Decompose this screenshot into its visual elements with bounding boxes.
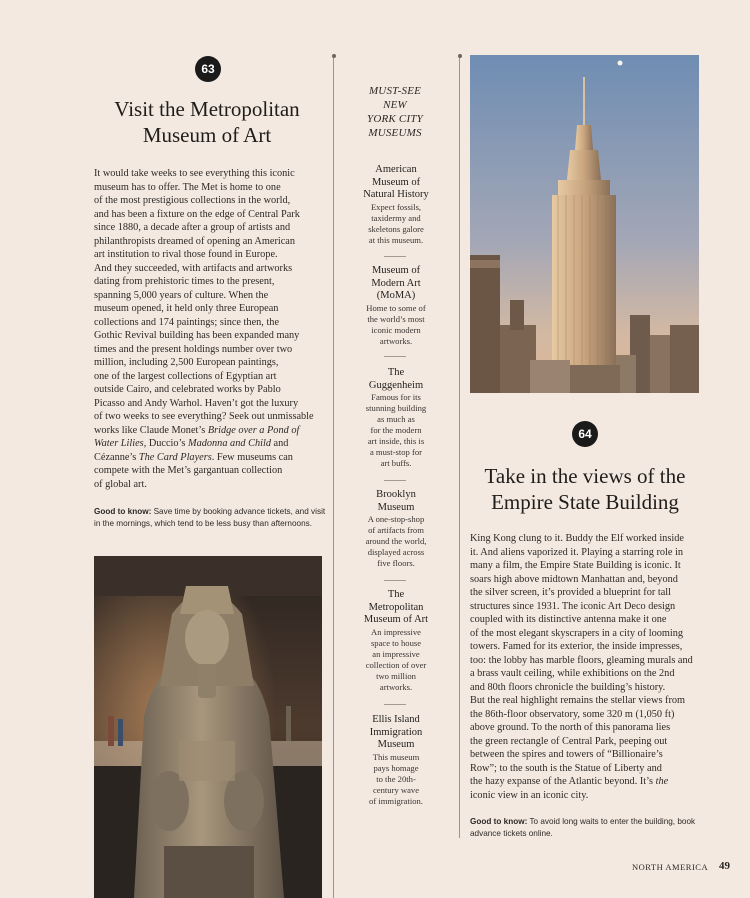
page-title-empire-state xyxy=(470,463,700,515)
museum-description: Expect fossils, taxidermy and skeletons galore at this museum. xyxy=(368,201,424,245)
sidebar-museum-item xyxy=(358,265,434,347)
sidebar-museum-item xyxy=(358,714,434,807)
museum-name: Ellis Island Immigration Museum xyxy=(369,714,423,750)
museum-name: Brooklyn Museum xyxy=(376,489,416,513)
page-title-met xyxy=(92,96,322,148)
column-divider-left xyxy=(333,56,334,898)
empire-state-good-to-know: Good to know: To avoid long waits to enter the building, book advance tickets online. xyxy=(470,817,696,838)
artwork-title: The Card Players xyxy=(138,451,212,463)
title-line: Take in the views of the xyxy=(484,464,686,488)
section-number-badge-63 xyxy=(195,56,221,82)
title-line: Museum of Art xyxy=(142,123,272,147)
artwork-title: Water Lilies xyxy=(94,438,144,449)
sidebar-museum-item xyxy=(358,164,434,246)
emphasis-word: the xyxy=(655,776,669,787)
sidebar-divider xyxy=(384,356,406,357)
met-body-text: It would take weeks to see everything this iconic museum has to offer. The Met is home to one of the most prestigious collections in the world, and has been a fixture on the edge of Central Park since 1880, a decade after a group of artists and philanthropists dreamed of opening an American art institution to rival those found in Europe. And they succeeded, with artifacts and artworks dating from prehistoric times to the present, spanning 5,000 years of culture. When the museum opened, it held only three European collections and 174 paintings; since then, the Gothic Revival building has been expanded many times and the present holdings number over two million, including 2,500 European paintings, one of the largest collections of Egyptian art outside Cairo, and celebrated works by Pablo Picasso and Andy Warhol. Haven’t got the luxury of two weeks to see everything? Seek out unmissable works like Claude Monet’s Bridge over a Pond of Water Lilies, Duccio’s Madonna and Child and Cézanne’s The Card Players. Few museums can compete with the Met’s gargantuan collection of global art. xyxy=(94,168,314,490)
met-good-to-know: Good to know: Save time by booking advance tickets, and visit in the mornings, which tend to be less busy than afternoons. xyxy=(94,507,326,528)
sidebar-divider xyxy=(384,704,406,705)
artwork-title: Bridge over a Pond of xyxy=(207,424,300,436)
sidebar-divider xyxy=(384,580,406,581)
section-number: 64 xyxy=(578,427,592,441)
egyptian-statue-photo xyxy=(94,556,322,898)
museum-description: An impressive space to house an impressive collection of over two million artworks. xyxy=(365,626,427,692)
title-line: Empire State Building xyxy=(491,490,679,514)
column-divider-right xyxy=(459,56,460,838)
good-to-know-label: Good to know: xyxy=(94,507,152,516)
section-number: 63 xyxy=(201,62,215,76)
title-line: Visit the Metropolitan xyxy=(114,97,300,121)
section-number-badge-64 xyxy=(572,421,598,447)
museum-description: This museum pays homage to the 20th- century wave of immigration. xyxy=(369,751,423,806)
museum-description: Home to some of the world’s most iconic modern artworks. xyxy=(366,302,426,346)
museum-name: The Metropolitan Museum of Art xyxy=(363,589,429,625)
empire-state-body-text: King Kong clung to it. Buddy the Elf worked inside it. And aliens vaporized it. Playing a starring role in many a film, the Empire State Building is iconic. It soars high above midtown Manhattan and, beyond the silver screen, it’s provided a blueprint for tall structures since 1931. The iconic Art Deco design coupled with its distinctive antenna make it one of the most elegant skyscrapers in a city of looming towers. Famed for its exterior, the inside impresses, too: the lobby has marble floors, gleaming murals and a brass vault ceiling, while exhibitions on the 2nd and 80th floors chronicle the building’s history. But the real highlight remains the stellar views from the 86th-floor observatory, some 320 m (1,050 ft) above ground. To the north of this panorama lies the green rectangle of Central Park, peeping out between the spires and towers of “Billionaire’s Row”; to the south is the Statue of Liberty and the hazy expanse of the Atlantic beyond. It’s the iconic view in an iconic city. xyxy=(470,533,693,801)
museum-name: The Guggenheim xyxy=(368,367,424,391)
pharaoh-statue-image xyxy=(94,556,322,898)
sidebar-museum-item xyxy=(358,589,434,693)
museum-name: American Museum of Natural History xyxy=(363,164,429,200)
sidebar-divider xyxy=(384,256,406,257)
museum-name: Museum of Modern Art (MoMA) xyxy=(371,265,421,301)
sidebar-heading: MUST-SEE NEW YORK CITY MUSEUMS xyxy=(367,85,423,139)
museum-description: Famous for its stunning building as much as for the modern art inside, this is a must-stop for art buffs. xyxy=(365,392,427,468)
sidebar-divider xyxy=(384,480,406,481)
museum-description: A one-stop-shop of artifacts from around the world, displayed across five floors. xyxy=(365,514,427,568)
sidebar-museum-item xyxy=(358,489,434,569)
page-number: 49 xyxy=(719,860,730,872)
footer-section-label: NORTH AMERICA xyxy=(632,862,709,872)
good-to-know-label: Good to know: xyxy=(470,817,528,826)
sidebar-museum-item xyxy=(358,367,434,469)
artwork-title: Madonna and Child xyxy=(188,438,271,449)
empire-state-building-photo xyxy=(470,55,699,393)
skyline-image xyxy=(470,55,699,393)
